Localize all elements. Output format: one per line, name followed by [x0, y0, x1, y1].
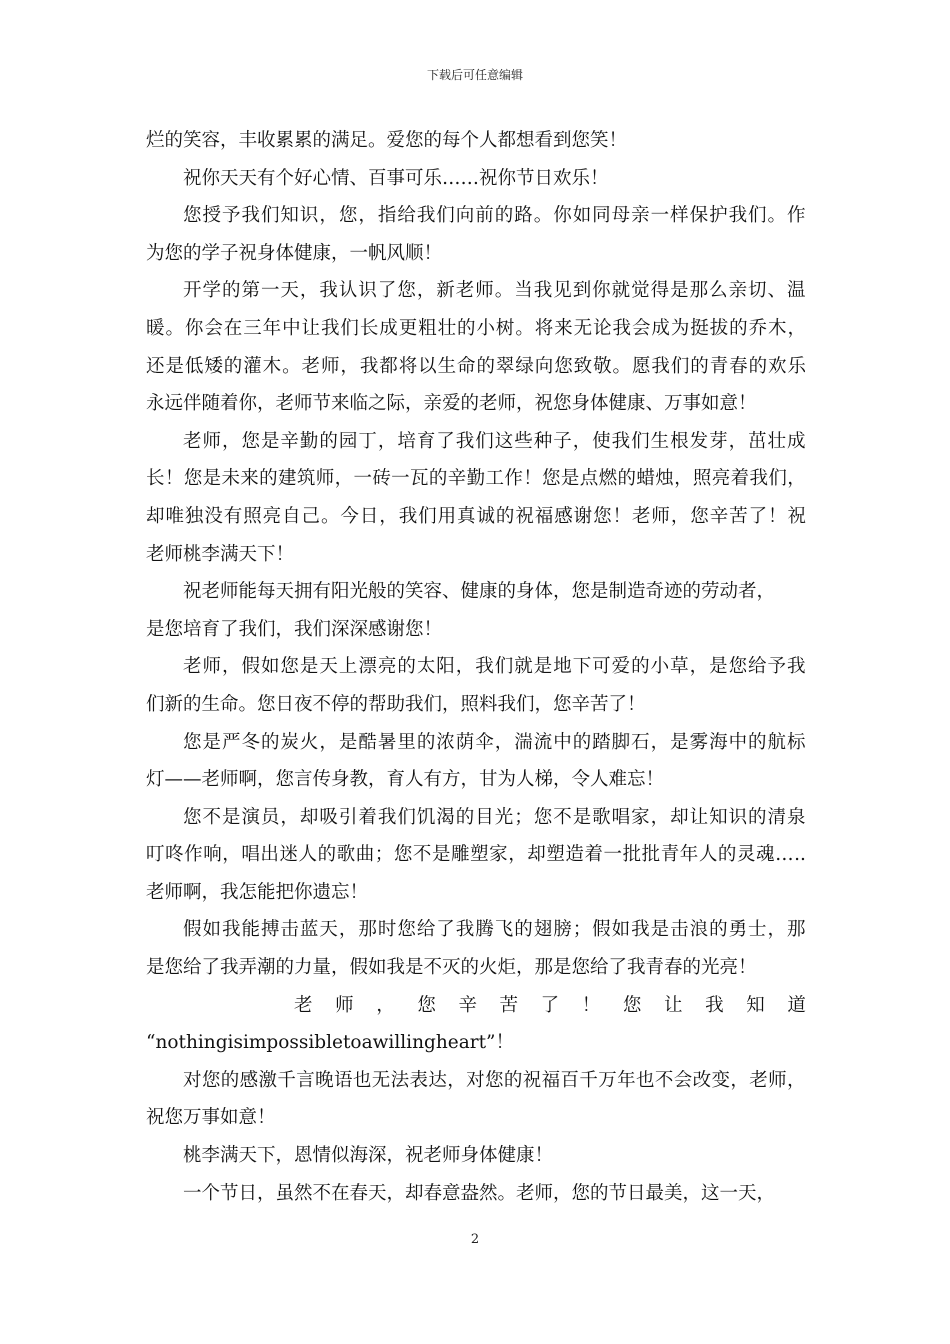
- text-line: 还 是 低 矮 的 灌 木 。 老 师 ， 我 都 将 以 生 命 的 翠 绿 向 您 致 敬 。 愿 我 们 的 青 春 的 欢 乐: [146, 355, 806, 377]
- text-line: 您 不 是 演 员 ， 却 吸 引 着 我 们 饥 渴 的 目 光 ； 您 不 是 歌 唱 家 ， 却 让 知 识 的 清 泉: [183, 806, 806, 828]
- text-line: “nothingisimpossibletoawillingheart”！: [146, 1032, 514, 1054]
- text-line: 老师桃李满天下！: [146, 543, 295, 565]
- text-line: 却 唯 独 没 有 照 亮 自 己 。 今 日 ， 我 们 用 真 诚 的 祝 福 感 谢 您 ！ 老 师 ， 您 辛 苦 了 ！ 祝: [146, 505, 806, 527]
- text-line: 对 您 的 感 激 千 言 晚 语 也 无 法 表 达 ， 对 您 的 祝 福 百 千 万 年 也 不 会 改 变 ， 老 师 ，: [183, 1069, 806, 1091]
- text-line: 老 师 ， 您 是 辛 勤 的 园 丁 ， 培 育 了 我 们 这 些 种 子 ， 使 我 们 生 根 发 芽 ， 茁 壮 成: [183, 430, 806, 452]
- text-line: 长 ！ 您 是 未 来 的 建 筑 师 ， 一 砖 一 瓦 的 辛 勤 工 作 ！ 您 是 点 燃 的 蜡 烛 ， 照 亮 着 我 们 ，: [146, 468, 806, 490]
- text-line: 灯——老师啊，您言传身教，育人有方，甘为人梯，令人难忘！: [146, 769, 665, 791]
- text-line: 叮 咚 作 响 ， 唱 出 迷 人 的 歌 曲 ； 您 不 是 雕 塑 家 ， 却 塑 造 着 一 批 批 青 年 人 的 灵 魂 … ..: [146, 844, 806, 866]
- text-line: 桃李满天下，恩情似海深，祝老师身体健康！: [183, 1145, 554, 1167]
- page-number: 2: [470, 1232, 480, 1247]
- text-line: 祝老师能每天拥有阳光般的笑容、健康的身体，您是制造奇迹的劳动者，: [183, 581, 776, 603]
- text-line: 您 授 予 我 们 知 识 ， 您 ， 指 给 我 们 向 前 的 路 。 你 如 同 母 亲 一 样 保 护 我 们 。 作: [183, 205, 806, 227]
- text-line: 老师啊，我怎能把你遗忘！: [146, 881, 369, 903]
- text-line: 烂的笑容，丰收累累的满足。爱您的每个人都想看到您笑！: [146, 130, 628, 151]
- text-line: 您 是 严 冬 的 炭 火 ， 是 酷 暑 里 的 浓 荫 伞 ， 湍 流 中 的 踏 脚 石 ， 是 雾 海 中 的 航 标: [183, 731, 806, 753]
- text-line: 开 学 的 第 一 天 ， 我 认 识 了 您 ， 新 老 师 。 当 我 见 到 你 就 觉 得 是 那 么 亲 切 、 温: [183, 280, 806, 302]
- text-line: 是您给了我弄潮的力量，假如我是不灭的火炬，那是您给了我青春的光亮！: [146, 957, 757, 979]
- text-line: 祝你天天有个好心情、百事可乐……祝你节日欢乐！: [183, 167, 609, 189]
- text-line: 一个节日，虽然不在春天，却春意盎然。老师，您的节日最美，这一天，: [183, 1182, 776, 1204]
- text-line: 暖 。 你 会 在 三 年 中 让 我 们 长 成 更 粗 壮 的 小 树 。 将 来 无 论 我 会 成 为 挺 拔 的 乔 木 ，: [146, 317, 806, 339]
- document-body: [146, 122, 806, 1212]
- text-line: 为您的学子祝身体健康，一帆风顺！: [146, 242, 443, 264]
- text-line: 假 如 我 能 搏 击 蓝 天 ， 那 时 您 给 了 我 腾 飞 的 翅 膀 ； 假 如 我 是 击 浪 的 勇 士 ， 那: [183, 919, 806, 941]
- text-line: 老 师 ， 假 如 您 是 天 上 漂 亮 的 太 阳 ， 我 们 就 是 地 下 可 爱 的 小 草 ， 是 您 给 予 我: [183, 656, 806, 678]
- text-line: 永远伴随着你，老师节来临之际，亲爱的老师，祝您身体健康、万事如意！: [146, 393, 757, 415]
- text-line: 祝您万事如意！: [146, 1107, 276, 1129]
- text-line: 们新的生命。您日夜不停的帮助我们，照料我们，您辛苦了！: [146, 693, 646, 715]
- text-line: 是您培育了我们，我们深深感谢您！: [146, 618, 443, 640]
- text-line: 老 师 ， 您 辛 苦 了 ！ 您 让 我 知 道: [294, 994, 806, 1016]
- page-header: 下载后可任意编辑: [426, 68, 523, 82]
